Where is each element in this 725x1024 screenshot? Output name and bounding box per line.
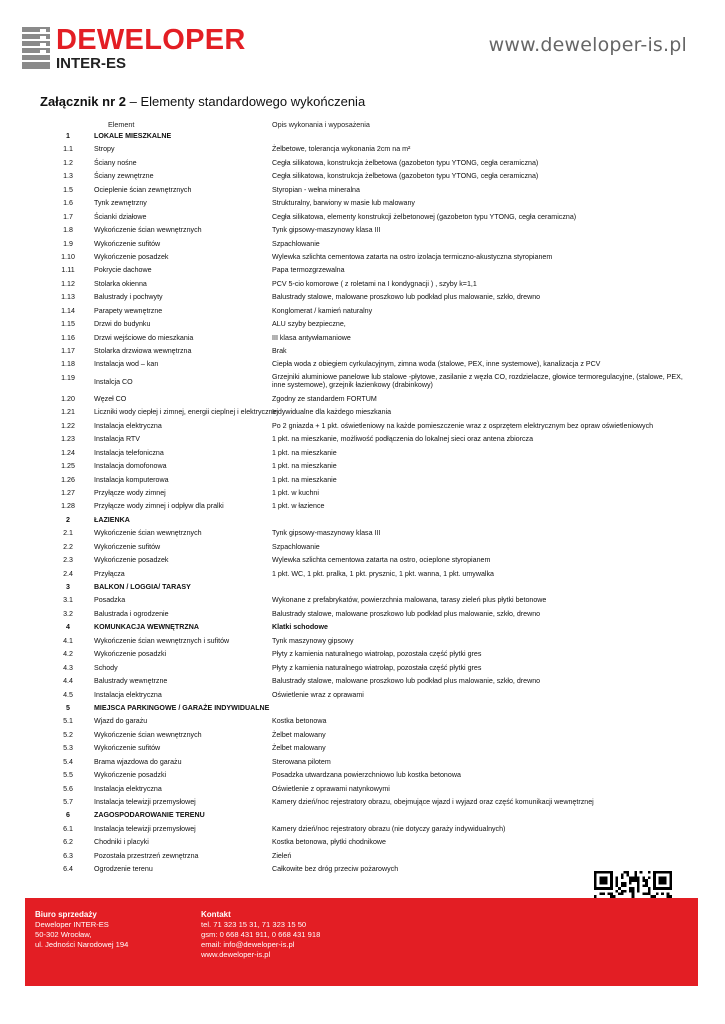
row-element: Instalacja elektryczna: [94, 784, 162, 793]
row-description: 1 pkt. na mieszkanie: [272, 448, 337, 457]
row-description: Żelbet malowany: [272, 730, 326, 739]
row-element: Tynk zewnętrzny: [94, 199, 147, 208]
table-row: [0, 715, 725, 728]
table-row: [0, 291, 725, 304]
contact-gsm: gsm: 0 668 431 911, 0 668 431 918: [201, 930, 321, 939]
logo: [56, 26, 246, 72]
table-row: [0, 500, 725, 513]
table-row: [0, 318, 725, 331]
row-description: Wylewka szlichta cementowa zatarta na ostro, ocieplone styropianem: [272, 556, 491, 565]
row-number: 4.4: [63, 677, 73, 686]
website-link[interactable]: www.deweloper-is.pl: [488, 34, 687, 56]
row-element: ŁAZIENKA: [94, 515, 130, 524]
row-description: 1 pkt. w kuchni: [272, 488, 319, 497]
contact-phone: tel. 71 323 15 31, 71 323 15 50: [201, 920, 307, 929]
row-element: ZAGOSPODAROWANIE TERENU: [94, 811, 205, 820]
header: [0, 0, 725, 85]
row-number: 6.4: [63, 865, 73, 874]
row-description: Kamery dzień/noc rejestratory obrazu (nie dotyczy garaży indywidualnych): [272, 824, 506, 833]
row-number: 6.3: [63, 851, 73, 860]
row-description: Kostka betonowa: [272, 717, 327, 726]
sales-office: [35, 910, 128, 950]
row-number: 2.4: [63, 569, 73, 578]
row-element: Instalacja telewizji przemysłowej: [94, 824, 196, 833]
row-number: 1.9: [63, 239, 73, 248]
column-header-element: Element: [108, 120, 135, 129]
row-description: III klasa antywłamaniowe: [272, 333, 351, 342]
row-number: 3.2: [63, 609, 73, 618]
title-rest: – Elementy standardowego wykończenia: [125, 94, 366, 109]
row-element: Liczniki wody ciepłej i zimnej, energii cieplnej i elektrycznej: [94, 408, 279, 417]
row-element: Ściany nośne: [94, 158, 137, 167]
row-element: Instalacja wod – kan: [94, 360, 159, 369]
section-row: [0, 702, 725, 715]
table-row: [0, 143, 725, 156]
logo-name: DEWELOPER: [56, 24, 246, 56]
row-number: 1.16: [61, 333, 75, 342]
row-number: 5: [66, 703, 70, 712]
row-element: Pokrycie dachowe: [94, 266, 152, 275]
row-element: Wykończenie ścian wewnętrznych i sufitów: [94, 636, 230, 645]
row-number: 5.3: [63, 744, 73, 753]
row-number: 4.3: [63, 663, 73, 672]
table-row: [0, 554, 725, 567]
row-number: 3.1: [63, 596, 73, 605]
row-number: 1.28: [61, 502, 75, 511]
row-element: Wykończenie posadzki: [94, 650, 167, 659]
table-row: [0, 796, 725, 809]
table-row: [0, 406, 725, 419]
row-number: 1.18: [61, 360, 75, 369]
row-number: 1.5: [63, 185, 73, 194]
row-element: Ściany zewnętrzne: [94, 172, 154, 181]
row-element: Balustrada i ogrodzenie: [94, 609, 169, 618]
row-description: Papa termozgrzewalna: [272, 266, 345, 275]
row-number: 6: [66, 811, 70, 820]
row-element: Wykończenie posadzek: [94, 556, 169, 565]
row-description: ALU szyby bezpieczne,: [272, 320, 346, 329]
row-number: 1.15: [61, 320, 75, 329]
table-row: [0, 783, 725, 796]
table-row: [0, 608, 725, 621]
table-row: [0, 278, 725, 291]
table-row: [0, 769, 725, 782]
table-row: [0, 635, 725, 648]
table-row: [0, 756, 725, 769]
row-number: 1.17: [61, 347, 75, 355]
table-row: [0, 474, 725, 487]
table-row: [0, 662, 725, 675]
row-description: Brak: [272, 347, 287, 355]
row-description: Cegła silikatowa, konstrukcja żelbetowa (gazobeton typu YTONG, cegła ceramiczna): [272, 158, 539, 167]
row-number: 1.25: [61, 462, 75, 471]
row-description: Wykonane z prefabrykatów, powierzchnia malowana, tarasy zieleń plus płytki betonowe: [272, 596, 547, 605]
row-description: Ciepła woda z obiegiem cyrkulacyjnym, zimna woda (stalowe, PEX, inne systemowe), kanalizacja z PCV: [272, 360, 601, 369]
row-description: 1 pkt. na mieszkanie: [272, 462, 337, 471]
row-number: 1.11: [61, 266, 75, 275]
row-number: 1.7: [63, 212, 73, 221]
row-description: Żelbetowe, tolerancja wykonania 2cm na m²: [272, 145, 411, 154]
row-description: Oświetlenie z oprawami natynkowymi: [272, 784, 390, 793]
row-number: 1.13: [61, 293, 75, 302]
row-description: Posadzka utwardzana powierzchniowo lub kostka betonowa: [272, 771, 461, 780]
row-description: Tynk gipsowy-maszynowy klasa III: [272, 529, 381, 538]
row-number: 5.6: [63, 784, 73, 793]
row-number: 5.7: [63, 798, 73, 806]
row-element: Chodniki i placyki: [94, 838, 149, 847]
row-number: 1.8: [63, 226, 73, 235]
sales-line: ul. Jedności Narodowej 194: [35, 940, 129, 949]
row-number: 4: [66, 623, 70, 632]
table-row: [0, 184, 725, 197]
table-row: [0, 264, 725, 277]
row-description: Grzejniki aluminiowe panelowe lub stalowe -płytowe, zasilanie z węzła CO, rozdzielacze, głowice termoregulacyjne, (stalowe, PEX, inne systemowe), grzejnik łazienkowy (drabinkowy): [272, 372, 683, 390]
section-row: [0, 621, 725, 634]
row-description: 1 pkt. WC, 1 pkt. pralka, 1 pkt. prysznic, 1 pkt. wanna, 1 pkt. umywalka: [272, 569, 494, 578]
row-element: Wjazd do garażu: [94, 717, 148, 726]
row-element: Przyłącze wody zimnej i odpływ dla pralki: [94, 502, 224, 511]
row-number: 1.1: [63, 145, 73, 154]
row-number: 3: [66, 583, 70, 591]
row-number: 6.1: [63, 824, 73, 833]
row-element: Balustrady i pochwyty: [94, 293, 163, 302]
table-row: [0, 358, 725, 371]
row-description: Kostka betonowa, płytki chodnikowe: [272, 838, 386, 847]
row-description: Żelbet malowany: [272, 744, 326, 753]
row-description: PCV 5-cio komorowe ( z roletami na I kondygnacji ) , szyby k=1,1: [272, 279, 477, 288]
building-logo-icon: [22, 27, 50, 69]
row-element: Stolarka okienna: [94, 279, 147, 288]
logo-sub: INTER-ES: [56, 55, 127, 72]
row-element: Ogrodzenie terenu: [94, 865, 153, 874]
row-element: Schody: [94, 663, 118, 672]
table-row: [0, 568, 725, 581]
contact-title: Kontakt: [201, 910, 231, 919]
table-row: [0, 487, 725, 500]
sales-title: Biuro sprzedaży: [35, 910, 97, 919]
footer: [25, 898, 698, 986]
column-header-description: Opis wykonania i wyposażenia: [272, 120, 370, 129]
contact-email[interactable]: email: info@deweloper-is.pl: [201, 940, 295, 949]
table-row: [0, 251, 725, 264]
row-element: BALKON / LOGGIA/ TARASY: [94, 583, 191, 591]
row-description: Kamery dzień/noc rejestratory obrazu, obejmujące wjazd i wyjazd oraz część komunikacji wewnętrznej: [272, 798, 594, 806]
row-number: 1.19: [61, 373, 75, 382]
row-number: 5.4: [63, 757, 73, 766]
row-element: LOKALE MIESZKALNE: [94, 132, 172, 140]
row-element: Drzwi do budynku: [94, 320, 151, 329]
row-number: 2: [66, 515, 70, 524]
table-row: [0, 850, 725, 863]
row-element: Instalacja domofonowa: [94, 462, 167, 471]
table-row: [0, 689, 725, 702]
row-description: Sterowana pilotem: [272, 757, 331, 766]
row-element: Przyłącze wody zimnej: [94, 488, 166, 497]
row-description: Balustrady stalowe, malowane proszkowo lub podkład plus malowanie, szkło, drewno: [272, 677, 541, 686]
table-row: [0, 823, 725, 836]
row-description: Płyty z kamienia naturalnego wiatrołap, pozostała część płytki gres: [272, 650, 482, 659]
row-description: Po 2 gniazda + 1 pkt. oświetleniowy na każde pomieszczenie wraz z osprzętem elektrycznym bez opraw oświetleniowych: [272, 421, 654, 430]
row-element: Stropy: [94, 145, 115, 154]
row-number: 1.26: [61, 475, 75, 484]
table-row: [0, 345, 725, 358]
table-row: [0, 836, 725, 849]
table-row: [0, 157, 725, 170]
row-number: 1.12: [61, 279, 75, 288]
table-row: [0, 447, 725, 460]
row-number: 1.14: [61, 306, 75, 315]
section-row: [0, 581, 725, 594]
row-element: Wykończenie sufitów: [94, 542, 161, 551]
row-description: 1 pkt. w łazience: [272, 502, 325, 511]
row-number: 5.5: [63, 771, 73, 780]
table-row: [0, 238, 725, 251]
table-row: [0, 729, 725, 742]
row-number: 1.22: [61, 421, 75, 430]
table-row: [0, 420, 725, 433]
table-row: [0, 433, 725, 446]
row-description: Wylewka szlichta cementowa zatarta na ostro izolacja termiczno-akustyczna styropianem: [272, 252, 553, 261]
section-row: [0, 514, 725, 527]
row-description: Konglomerat / kamień naturalny: [272, 306, 373, 315]
row-description: Szpachlowanie: [272, 239, 320, 248]
row-number: 1.6: [63, 199, 73, 208]
row-element: Instalacja elektryczna: [94, 690, 162, 699]
row-number: 2.3: [63, 556, 73, 565]
row-number: 6.2: [63, 838, 73, 847]
section-row: [0, 130, 725, 143]
row-number: 1.3: [63, 172, 73, 181]
row-description: Balustrady stalowe, malowane proszkowo lub podkład plus malowanie, szkło, drewno: [272, 609, 541, 618]
table-row: [0, 460, 725, 473]
row-description: Zieleń: [272, 851, 292, 860]
table-row: [0, 372, 725, 393]
row-element: Instalacja elektryczna: [94, 421, 162, 430]
row-description: Płyty z kamienia naturalnego wiatrołap, pozostała część płytki gres: [272, 663, 482, 672]
row-number: 1.21: [61, 408, 75, 417]
row-description: Indywidualne dla każdego mieszkania: [272, 408, 392, 417]
row-element: Ocieplenie ścian zewnętrznych: [94, 185, 192, 194]
row-element: Brama wjazdowa do garażu: [94, 757, 182, 766]
row-number: 4.2: [63, 650, 73, 659]
row-description: Tynk maszynowy gipsowy: [272, 636, 354, 645]
row-element: Wykończenie sufitów: [94, 239, 161, 248]
title-bold: Załącznik nr 2: [40, 94, 126, 109]
row-description: 1 pkt. na mieszkanie, możliwość podłączenia do lokalnej sieci oraz antena zbiorcza: [272, 435, 534, 444]
section-row: [0, 809, 725, 822]
table-row: [0, 170, 725, 183]
row-element: Przyłącza: [94, 569, 125, 578]
row-number: 2.1: [63, 529, 73, 538]
table-row: [0, 332, 725, 345]
table-row: [0, 305, 725, 318]
row-element: Parapety wewnętrzne: [94, 306, 163, 315]
row-number: 1.24: [61, 448, 75, 457]
row-number: 1: [66, 132, 70, 140]
row-number: 1.27: [61, 488, 75, 497]
row-element: Wykończenie ścian wewnętrznych: [94, 529, 202, 538]
row-element: Węzeł CO: [94, 394, 127, 403]
row-description: Zgodny ze standardem FORTUM: [272, 394, 377, 403]
row-element: Drzwi wejściowe do mieszkania: [94, 333, 194, 342]
row-number: 1.10: [61, 252, 75, 261]
row-element: Wykończenie ścian wewnętrznych: [94, 730, 202, 739]
row-element: Pozostała przestrzeń zewnętrzna: [94, 851, 199, 860]
row-number: 1.23: [61, 435, 75, 444]
page-title: [40, 94, 365, 109]
row-number: 5.2: [63, 730, 73, 739]
row-description: Balustrady stalowe, malowane proszkowo lub podkład plus malowanie, szkło, drewno: [272, 293, 541, 302]
row-element: Instalacja telefoniczna: [94, 448, 164, 457]
row-description: Szpachlowanie: [272, 542, 320, 551]
row-description: Całkowite bez dróg przeciw pożarowych: [272, 865, 399, 874]
row-number: 4.1: [63, 636, 73, 645]
row-number: 4.5: [63, 690, 73, 699]
row-element: KOMUNKACJA WEWNĘTRZNA: [94, 623, 199, 632]
row-element: Wykończenie posadzek: [94, 252, 169, 261]
row-element: Ścianki działowe: [94, 212, 147, 221]
row-number: 1.20: [61, 394, 75, 403]
table-row: [0, 541, 725, 554]
table-row: [0, 675, 725, 688]
row-element: Posadzka: [94, 596, 126, 605]
contact: [201, 910, 320, 960]
table-row: [0, 393, 725, 406]
row-description: 1 pkt. na mieszkanie: [272, 475, 337, 484]
row-element: Instalacja telewizji przemysłowej: [94, 798, 196, 806]
row-element: Wykończenie ścian wewnętrznych: [94, 226, 202, 235]
contact-website[interactable]: www.deweloper-is.pl: [201, 950, 271, 959]
table-row: [0, 197, 725, 210]
row-number: 1.2: [63, 158, 73, 167]
row-description: Strukturalny, barwiony w masie lub malowany: [272, 199, 415, 208]
table-row: [0, 224, 725, 237]
specification-table: [0, 130, 725, 877]
row-description: Styropian - wełna mineralna: [272, 185, 360, 194]
sales-line: 50-302 Wrocław,: [35, 930, 92, 939]
row-element: MIEJSCA PARKINGOWE / GARAŻE INDYWIDUALNE: [94, 703, 270, 712]
sales-line: Deweloper INTER-ES: [35, 920, 109, 929]
row-description: Cegła silikatowa, elementy konstrukcji żelbetonowej (gazobeton typu YTONG, cegła ceramiczna): [272, 212, 577, 221]
row-description: Klatki schodowe: [272, 623, 328, 632]
row-description: Oświetlenie wraz z oprawami: [272, 690, 364, 699]
row-element: Balustrady wewnętrzne: [94, 677, 168, 686]
table-row: [0, 648, 725, 661]
row-element: Wykończenie sufitów: [94, 744, 161, 753]
row-element: Instalacja RTV: [94, 435, 140, 444]
table-row: [0, 594, 725, 607]
table-row: [0, 211, 725, 224]
row-description: Tynk gipsowy-maszynowy klasa III: [272, 226, 381, 235]
row-element: Wykończenie posadzki: [94, 771, 167, 780]
row-element: Instalacja komputerowa: [94, 475, 169, 484]
row-element: Instalcja CO: [94, 377, 133, 386]
table-row: [0, 742, 725, 755]
table-row: [0, 527, 725, 540]
row-description: Cegła silikatowa, konstrukcja żelbetowa (gazobeton typu YTONG, cegła ceramiczna): [272, 172, 539, 181]
row-number: 5.1: [63, 717, 73, 726]
row-element: Stolarka drzwiowa wewnętrzna: [94, 347, 192, 355]
row-number: 2.2: [63, 542, 73, 551]
